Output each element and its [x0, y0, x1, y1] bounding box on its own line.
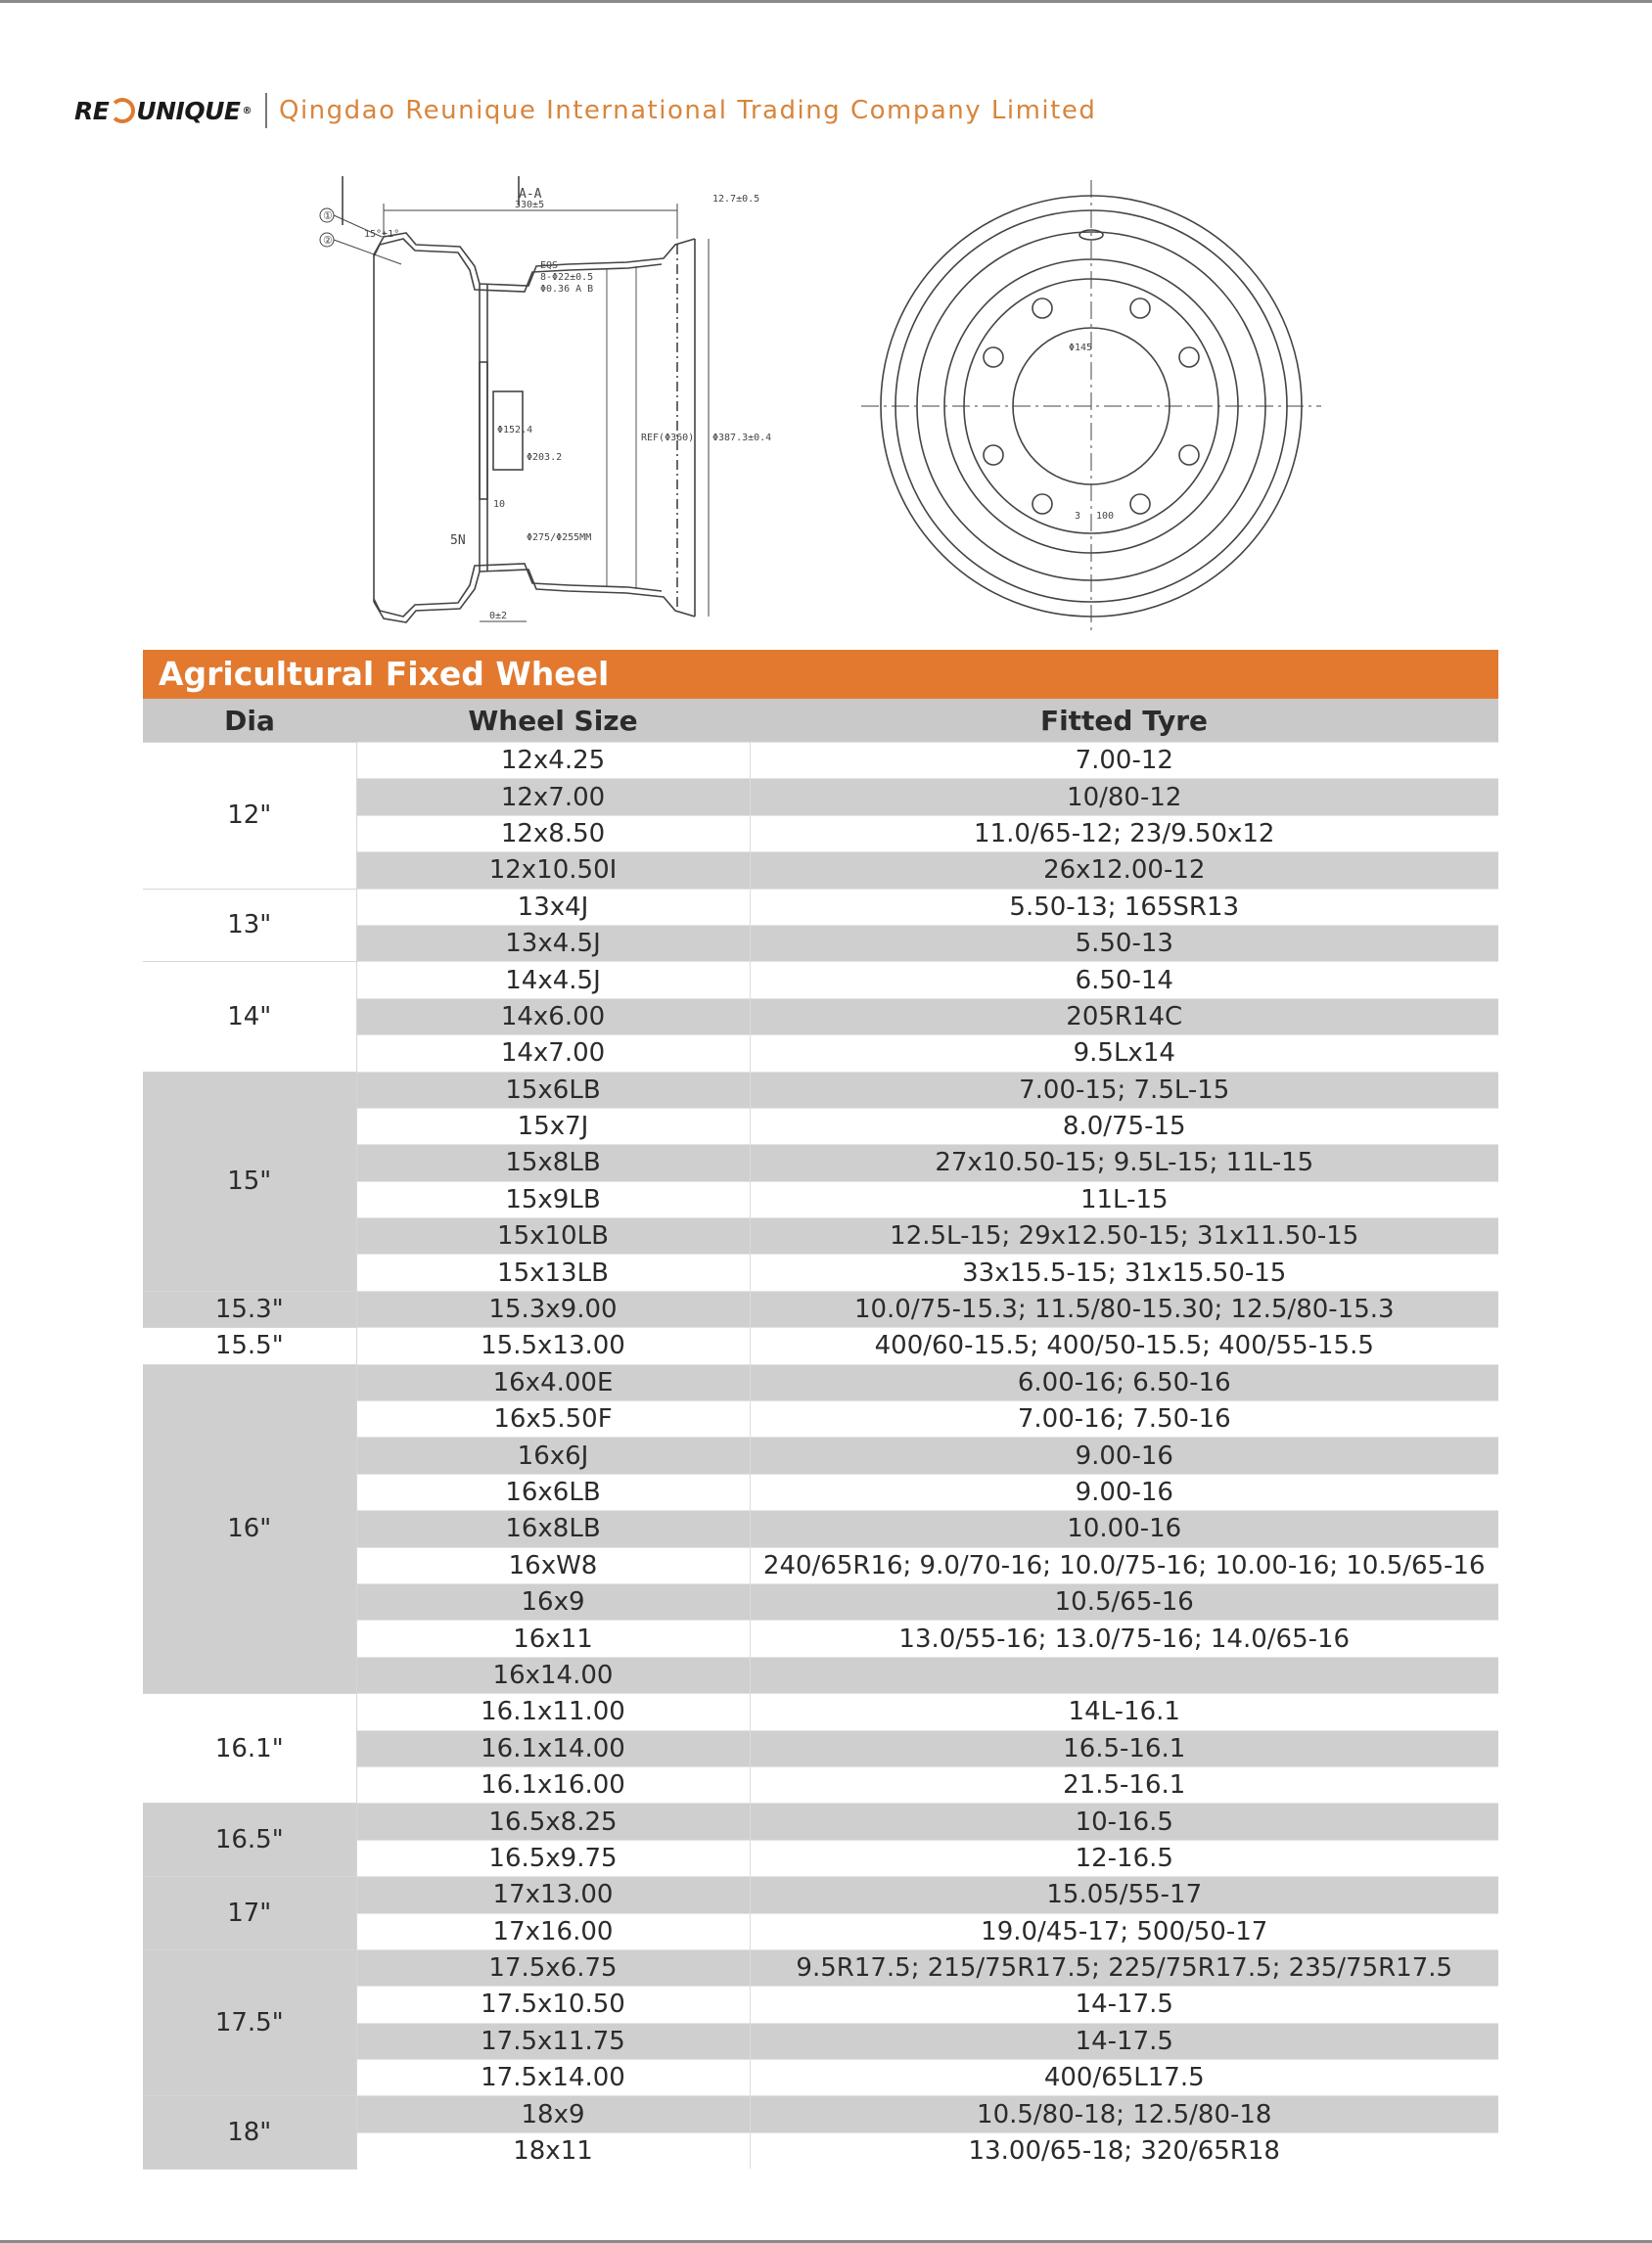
header-wheel-size: Wheel Size — [356, 699, 750, 743]
fitted-tyre-cell: 8.0/75-15 — [750, 1108, 1498, 1144]
table-row — [143, 1291, 1498, 1327]
wheel-spec-table — [143, 699, 1498, 2170]
callout-2: ② — [323, 234, 333, 247]
table-body — [143, 743, 1498, 2170]
wheel-size-cell: 12x7.00 — [356, 779, 750, 815]
header-fitted-tyre: Fitted Tyre — [750, 699, 1498, 743]
header-dia: Dia — [143, 699, 356, 743]
wheel-size-cell: 12x10.50I — [356, 852, 750, 889]
dia-cell: 16.5" — [143, 1804, 356, 1877]
wheel-size-cell: 16.1x16.00 — [356, 1766, 750, 1803]
section-title: A-A — [519, 187, 542, 202]
table-row — [143, 743, 1498, 779]
table-row — [143, 1694, 1498, 1730]
offset-label: 10 — [493, 499, 506, 510]
wheel-size-cell: 13x4J — [356, 889, 750, 925]
dia-cell: 18" — [143, 2096, 356, 2169]
wheel-size-cell: 15x10LB — [356, 1218, 750, 1255]
fitted-tyre-cell: 14L-16.1 — [750, 1694, 1498, 1730]
fitted-tyre-cell: 5.50-13 — [750, 925, 1498, 961]
wheel-size-cell: 16x5.50F — [356, 1401, 750, 1438]
wheel-size-cell: 15x7J — [356, 1108, 750, 1144]
angle-label: 15°±1° — [364, 229, 400, 240]
fitted-tyre-cell: 7.00-15; 7.5L-15 — [750, 1072, 1498, 1108]
wheel-size-cell: 16x11 — [356, 1621, 750, 1657]
wheel-size-cell: 18x9 — [356, 2096, 750, 2132]
fitted-tyre-cell: 7.00-12 — [750, 743, 1498, 779]
table-header-row — [143, 699, 1498, 743]
wheel-size-cell: 17.5x10.50 — [356, 1987, 750, 2023]
fitted-tyre-cell: 400/65L17.5 — [750, 2060, 1498, 2096]
fitted-tyre-cell: 13.00/65-18; 320/65R18 — [750, 2132, 1498, 2169]
fitted-tyre-cell: 16.5-16.1 — [750, 1730, 1498, 1766]
fitted-tyre-cell: 9.00-16 — [750, 1474, 1498, 1510]
wheel-size-cell: 14x7.00 — [356, 1035, 750, 1072]
wheel-size-cell: 15.5x13.00 — [356, 1328, 750, 1364]
fitted-tyre-cell: 15.05/55-17 — [750, 1877, 1498, 1913]
dia-cell: 17.5" — [143, 1949, 356, 2096]
wheel-size-cell: 12x8.50 — [356, 815, 750, 851]
fitted-tyre-cell: 9.5Lx14 — [750, 1035, 1498, 1072]
wheel-front-view — [861, 180, 1321, 632]
wheel-size-cell: 15x6LB — [356, 1072, 750, 1108]
dim-a-label: Φ203.2 — [527, 452, 563, 463]
wheel-size-cell: 13x4.5J — [356, 925, 750, 961]
fitted-tyre-cell: 10.5/80-18; 12.5/80-18 — [750, 2096, 1498, 2132]
wheel-size-cell: 17.5x11.75 — [356, 2023, 750, 2059]
company-logo: RE UNIQUE ® — [74, 96, 252, 125]
wheel-size-cell: 16.5x8.25 — [356, 1804, 750, 1840]
outer-dim-label: Φ387.3±0.4 — [712, 433, 772, 443]
fitted-tyre-cell: 10.5/65-16 — [750, 1583, 1498, 1620]
logo-ring-icon — [110, 98, 135, 123]
wheel-size-cell: 14x4.5J — [356, 962, 750, 998]
wheel-size-cell: 16x9 — [356, 1583, 750, 1620]
fitted-tyre-cell: 400/60-15.5; 400/50-15.5; 400/55-15.5 — [750, 1328, 1498, 1364]
front-mark-label: 3 — [1075, 511, 1081, 522]
wheel-size-cell: 17.5x14.00 — [356, 2060, 750, 2096]
front-pcd-label: Φ145 — [1069, 343, 1093, 353]
table-row — [143, 1364, 1498, 1400]
wheel-size-cell: 15.3x9.00 — [356, 1291, 750, 1327]
fitted-tyre-cell: 11.0/65-12; 23/9.50x12 — [750, 815, 1498, 851]
table-row — [143, 1877, 1498, 1913]
dia-cell: 14" — [143, 962, 356, 1072]
fitted-tyre-cell: 205R14C — [750, 998, 1498, 1034]
fitted-tyre-cell: 9.00-16 — [750, 1438, 1498, 1474]
fitted-tyre-cell: 11L-15 — [750, 1181, 1498, 1217]
fitted-tyre-cell: 21.5-16.1 — [750, 1766, 1498, 1803]
fitted-tyre-cell: 10.00-16 — [750, 1511, 1498, 1547]
hole-spec-label: 8-Φ22±0.5 — [540, 272, 594, 283]
rim-section-view — [320, 176, 709, 622]
eqs-label: EQS — [540, 260, 559, 271]
wheel-size-cell: 15x13LB — [356, 1255, 750, 1291]
section-dim: 330±5 — [515, 200, 545, 210]
dia-cell: 12" — [143, 743, 356, 890]
wheel-size-cell: 16.5x9.75 — [356, 1840, 750, 1876]
bore-label: Φ152.4 — [497, 425, 533, 435]
fitted-tyre-cell: 14-17.5 — [750, 2023, 1498, 2059]
wheel-size-cell: 16x6LB — [356, 1474, 750, 1510]
table-row — [143, 1328, 1498, 1364]
table-row — [143, 2096, 1498, 2132]
wheel-size-cell: 16x8LB — [356, 1511, 750, 1547]
wheel-size-cell: 14x6.00 — [356, 998, 750, 1034]
fitted-tyre-cell: 12-16.5 — [750, 1840, 1498, 1876]
wheel-size-cell: 17.5x6.75 — [356, 1949, 750, 1986]
wheel-size-cell: 17x16.00 — [356, 1913, 750, 1949]
dia-cell: 15.5" — [143, 1328, 356, 1364]
pcd-label: Φ275/Φ255MM — [527, 532, 592, 543]
fitted-tyre-cell: 10-16.5 — [750, 1804, 1498, 1840]
wheel-technical-drawing — [313, 176, 1341, 636]
page-header — [74, 88, 1096, 133]
fitted-tyre-cell — [750, 1657, 1498, 1693]
wheel-size-cell: 16xW8 — [356, 1547, 750, 1583]
wheel-size-cell: 16x6J — [356, 1438, 750, 1474]
wheel-size-cell: 12x4.25 — [356, 743, 750, 779]
table-row — [143, 962, 1498, 998]
wheel-size-cell: 16.1x14.00 — [356, 1730, 750, 1766]
fitted-tyre-cell: 10/80-12 — [750, 779, 1498, 815]
fitted-tyre-cell: 27x10.50-15; 9.5L-15; 11L-15 — [750, 1145, 1498, 1181]
callout-1: ① — [323, 209, 333, 222]
dia-cell: 15" — [143, 1072, 356, 1291]
fitted-tyre-cell: 33x15.5-15; 31x15.50-15 — [750, 1255, 1498, 1291]
fitted-tyre-cell: 240/65R16; 9.0/70-16; 10.0/75-16; 10.00-16; 10.5/65-16 — [750, 1547, 1498, 1583]
table-row — [143, 1072, 1498, 1108]
flange-dim-label: 12.7±0.5 — [712, 194, 760, 205]
fitted-tyre-cell: 13.0/55-16; 13.0/75-16; 14.0/65-16 — [750, 1621, 1498, 1657]
fitted-tyre-cell: 26x12.00-12 — [750, 852, 1498, 889]
header-divider — [265, 93, 267, 128]
wheel-size-cell: 18x11 — [356, 2132, 750, 2169]
fitted-tyre-cell: 9.5R17.5; 215/75R17.5; 225/75R17.5; 235/75R17.5 — [750, 1949, 1498, 1986]
fitted-tyre-cell: 10.0/75-15.3; 11.5/80-15.30; 12.5/80-15.3 — [750, 1291, 1498, 1327]
fitted-tyre-cell: 19.0/45-17; 500/50-17 — [750, 1913, 1498, 1949]
company-name: Qingdao Reunique International Trading Company Limited — [278, 96, 1097, 125]
top-rule — [0, 0, 1652, 3]
dia-cell: 13" — [143, 889, 356, 962]
center-mark-label: 5N — [450, 533, 466, 548]
dia-cell: 15.3" — [143, 1291, 356, 1327]
flatness-label: Φ0.36 A B — [540, 284, 594, 295]
fitted-tyre-cell: 6.00-16; 6.50-16 — [750, 1364, 1498, 1400]
table-row — [143, 1804, 1498, 1840]
dia-cell: 16.1" — [143, 1694, 356, 1804]
wheel-size-cell: 16x4.00E — [356, 1364, 750, 1400]
fitted-tyre-cell: 12.5L-15; 29x12.50-15; 31x11.50-15 — [750, 1218, 1498, 1255]
table-row — [143, 889, 1498, 925]
wheel-size-cell: 16.1x11.00 — [356, 1694, 750, 1730]
wheel-size-cell: 16x14.00 — [356, 1657, 750, 1693]
ref-label: REF(Φ360) — [641, 433, 695, 443]
fitted-tyre-cell: 6.50-14 — [750, 962, 1498, 998]
bottom-dim-label: 0±2 — [489, 611, 508, 621]
fitted-tyre-cell: 14-17.5 — [750, 1987, 1498, 2023]
section-title-bar: Agricultural Fixed Wheel — [143, 650, 1498, 699]
table-row — [143, 1949, 1498, 1986]
wheel-size-cell: 17x13.00 — [356, 1877, 750, 1913]
fitted-tyre-cell: 5.50-13; 165SR13 — [750, 889, 1498, 925]
wheel-size-cell: 15x9LB — [356, 1181, 750, 1217]
fitted-tyre-cell: 7.00-16; 7.50-16 — [750, 1401, 1498, 1438]
dia-cell: 16" — [143, 1364, 356, 1694]
dia-cell: 17" — [143, 1877, 356, 1950]
wheel-size-cell: 15x8LB — [356, 1145, 750, 1181]
front-dim-label: 100 — [1096, 511, 1115, 522]
